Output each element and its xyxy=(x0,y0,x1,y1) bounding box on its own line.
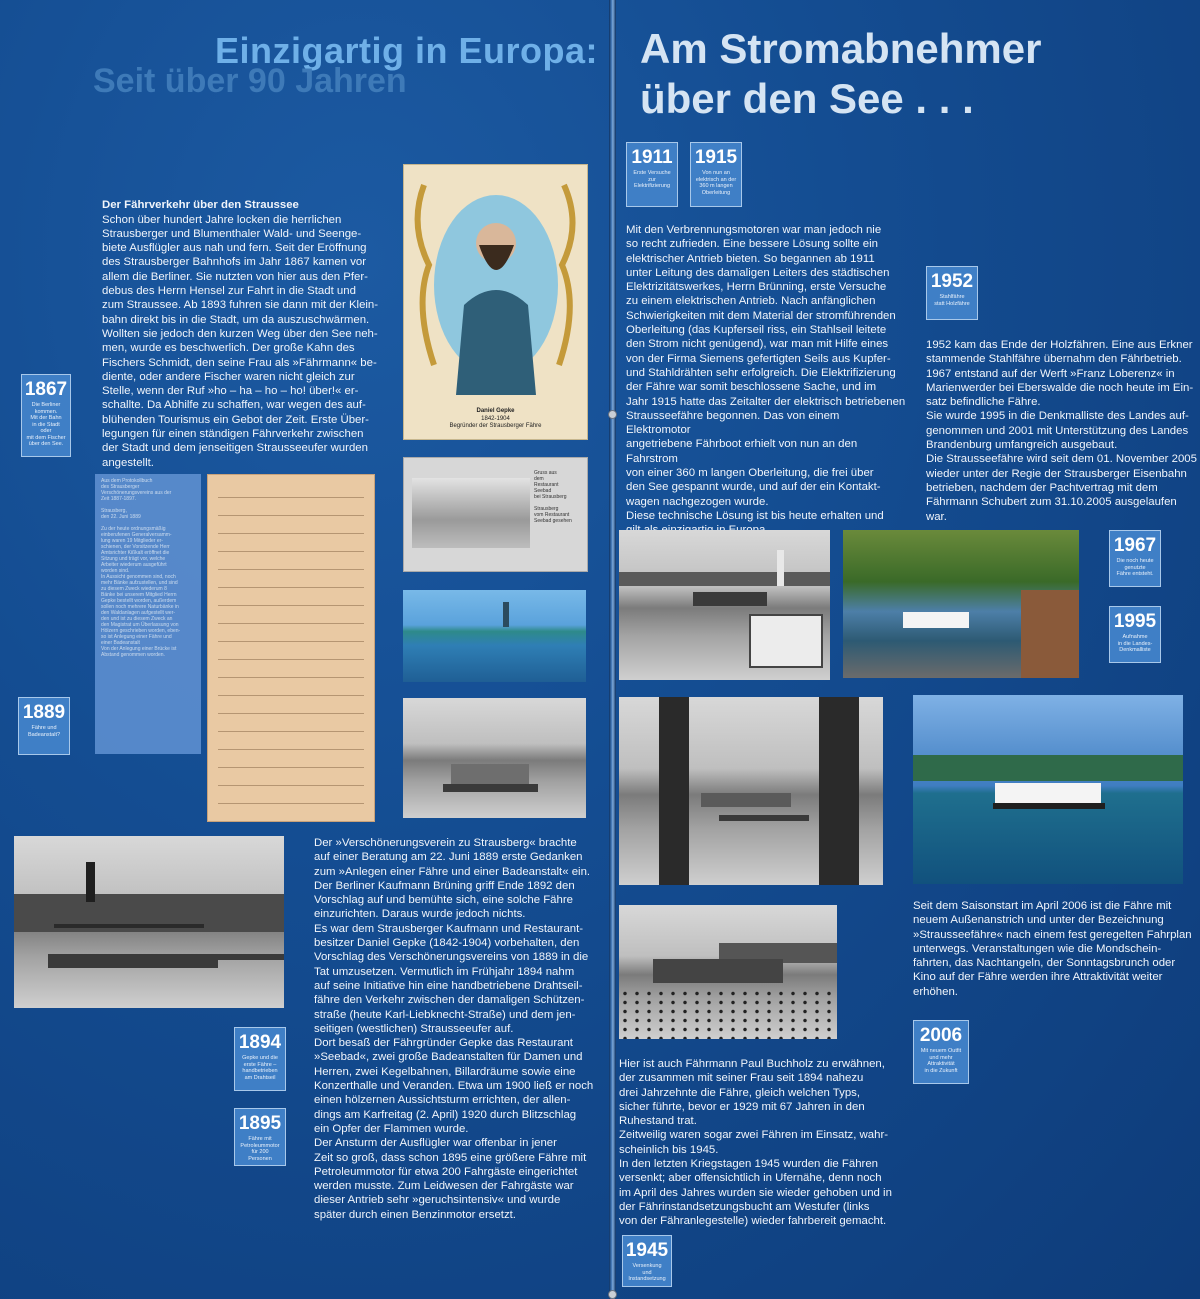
badge-caption: Aufnahme in die Landes- Denkmalliste xyxy=(1117,634,1153,653)
electrification-text: Mit den Verbrennungsmotoren war man jedoch nie so recht zufrieden. Eine bessere Lösung sollte ein elektrischer Antrieb bieten. So begannen ab 1911 unter Leitung des damaligen Leiters des städtischen Elektrizitätswerkes, Herrn Brünning, erste Versuche zu einem elektrischen Antrieb. Nach anfänglichen Schwierigkeiten mit dem Material der stromführenden Oberleitung (das Kupferseil riss, ein Stahlseil leitete den Strom nicht genügend), war man mit Hilfe eines von der Firma Siemens gefertigten Seils aus Kupfer- und Stahldrähten sehr erfolgreich. Die Elektrifizierung der Fähre war somit beschlossene Sache, und im Jahr 1915 hatte das Zeitalter der elektrisch betriebenen Strausseefähre begonnen. Das von einem Elektromotor angetriebene Fährboot erhielt von nun an den Fahrstrom von einer 360 m langen Oberleitung, die frei über den See gespannt wurde, und auf der ein Kontakt- wagen nachgezogen wurde. Diese technische Lösung ist bis heute erhalten und xyxy=(626,224,906,522)
ferry-history-text: Der »Verschönerungsverein zu Strausberg« brachte auf einer Beratung am 22. Juni 1889 erste Gedanken zum »Anlegen einer Fähre und einer Badeanstalt« ein. Der Berliner Kaufmann Brüning griff Ende 1892 den Vorschlag auf und bemühte sich, eine solche Fähre einzurichten. Daraus wurde jedoch nichts. Es war dem Strausberger Kaufmann und Restaurant- besitzer Daniel Gepke (1842-1904) vorbehalten, den Vorschlag des Verschönerungsvereins von 1889 in die Tat umzusetzen. Vermutlich im Frühjahr 1894 nahm auf seine Initiative hin eine handbetriebene Drahtseil- fähre den Verkehr zwischen der damaligen Schützen- straße (heute Karl-Liebknecht-Straße) und dem jen- seitigen (westlichen) Strausseeufer auf. Dort besaß der Fährgründer Gepke das Restaurant »Seebad«, zwei große Badeanstalten für Damen und Herren, zwei Kegelbahnen, Billardräume sowie eine Konzerthalle und Veranden. Etwa um 1900 ließ er noch einen hölzernen Aussichtsturm errichten, der allen- dings am Karfreitag (2. April) 1920 durch Blitzschlag ein Opfer der Flammen wurde. Der Ansturm der Ausflügler war offenbar in jener Zeit so groß, dass schon 1895 eine größere Fähre mit Petroleummotor für etwa 200 Fahrgäste eingerichtet werden musste. Zum Leidwesen der Fahrgäste war dieser Antrieb sehr »geruchsintensiv« und wurde später durch einen Benzinmotor ersetzt. xyxy=(314,837,594,1221)
badge-year: 1911 xyxy=(631,147,673,168)
badge-1889 xyxy=(18,697,70,755)
badge-1945 xyxy=(622,1235,672,1287)
badge-year: 1895 xyxy=(238,1113,282,1134)
badge-caption: Mit neuem Outfit und mehr Attraktivität in die Zukunft xyxy=(920,1048,962,1074)
badge-year: 1894 xyxy=(238,1032,282,1053)
photo-wire-ferry-1894 xyxy=(14,836,284,1008)
badge-year: 1952 xyxy=(930,271,974,292)
buchholz-text: Hier ist auch Fährmann Paul Buchholz zu erwähnen, der zusammen mit seiner Frau seit 1894 nahezu drei Jahrzehnte die Fähre, gleich welchen Typs, sicher führte, bevor er 1929 mit 67 Jahren in den Ruhestand trat. Zeitweilig waren sogar zwei Fähren im Einsatz, wahr- scheinlich bis 1945. In den letzten Kriegstagen 1945 wurden die Fähren versenkt; aber offensichtlich in Ufernähe, denn noch im April des Jahres wurden sie wieder gehoben und in der Fährinstandsetzungsbucht am Westufer (links von der Fähranlegestelle) wieder fahrbereit gemacht. xyxy=(619,1058,892,1228)
photo-modern-ferry xyxy=(913,695,1183,884)
photo-ferry-with-birds xyxy=(619,905,837,1039)
badge-year: 1867 xyxy=(24,379,68,400)
badge-1894 xyxy=(234,1027,286,1091)
badge-year: 1915 xyxy=(694,147,738,168)
badge-1952 xyxy=(926,266,978,320)
badge-year: 2006 xyxy=(919,1025,963,1046)
badge-caption: Gepke und die erste Fähre – handbetrieben am Drahtseil xyxy=(242,1055,278,1081)
badge-caption: Die noch heute genutzte Fähre entsteht. xyxy=(1116,558,1154,577)
handwritten-protocol-page xyxy=(207,474,375,822)
intro-block xyxy=(102,184,380,484)
badge-caption: Fähre mit Petroleummotor für 200 Personen xyxy=(240,1136,280,1162)
badge-caption: Versenkung und Instandsetzung xyxy=(628,1263,666,1282)
badge-caption: Stahlfähre statt Holzfähre xyxy=(934,294,970,307)
protocol-text: Aus dem Protokollbuch des Strausberger Verschönerungsvereins aus der Zeit 1887-1897. Strausberg, den 22. Juni 1889 Zu der heute ordnungsmäßig einberufenen Generalversamm- lung waren 19 Mitglieder er- schienen, der Vorsitzende Herr Amtsrichter Kißkalt eröffnet die Sitzung und trägt vor, welche Arbeiter wiederum ausgeführt worden sind. In Aussicht genommen sind, noch mehr Bänke aufzustellen, und sind zu diesem Zweck wiederum 8 Bänke bei unserem Mitglied Herrn Gepke bestellt worden, außerdem sollen noch mehrere Naturbänke in den Waldanlagen aufgestellt wer- den und ist zu diesem Zweck an den Magistrat um Überlassung von Hölzern geschrieben worden, eben- so ist Anlegung einer Fähre und einer Badeanstalt Von der Anlegung einer Brücke ist Abstand genommen worden. xyxy=(101,478,181,658)
color-postcard-town xyxy=(403,590,586,682)
intro-heading: Der Fährverkehr über den Straussee xyxy=(102,199,299,212)
badge-1911 xyxy=(626,142,678,207)
portrait-dates: 1842-1904 xyxy=(481,415,510,422)
portrait-role: Begründer der Strausberger Fähre xyxy=(449,423,542,429)
postcard-seebad xyxy=(403,457,588,572)
badge-1915 xyxy=(690,142,742,207)
screw-icon xyxy=(608,1290,617,1299)
badge-caption: Erste Versuche zur Elektrifizierung xyxy=(633,170,671,189)
left-title: Einzigartig in Europa: xyxy=(215,30,599,71)
photo-ferry-landing-color xyxy=(843,530,1079,678)
badge-year: 1889 xyxy=(22,702,66,723)
badge-year: 1995 xyxy=(1113,611,1157,632)
right-title: Am Stromabnehmer über den See . . . xyxy=(640,25,1042,122)
screw-icon xyxy=(608,410,617,419)
panel-divider xyxy=(609,0,616,1299)
intro-text: Schon über hundert Jahre locken die herrlichen Strausberger und Blumenthaler Wald- und Seenge- biete Ausflügler aus nah und fern. Seit der Eröffnung des Strausberger Bahnhofs im Jahr 1867 kamen vor allem die Berliner. Sie nutzten von hier aus den Pfer- debus des Herrn Hensel zur Fahrt in die Stadt und zum Straussee. Ab 1893 fuhren sie dann mit der Klein- bahn direkt bis in die Stadt, um da auszuschwärmen. Wollten sie jedoch den kurzen Weg über den See neh- men, wurde es beschwerlich. Der große Kahn des Fischers Schmidt, den seine Frau als »Fährmann« be- diente, oder andere Fischer waren nicht gleich zur Stelle, wenn der Ruf »ho – ha – ho – ho! über!« er- schallte. Da Abhilfe zu schaffen, war wegen des auf- blühenden Tourismus ein Gebot der Zeit. Erste Über- legungen für einen ständigen Fährverkehr zwischen der Stadt und dem jenseitigen Strausseeufer wurden angestellt. xyxy=(102,213,379,469)
badge-caption: Fähre und Badeanstalt? xyxy=(27,725,61,738)
badge-caption: Von nun an elektrisch an der 360 m langen Oberleitung xyxy=(695,170,737,196)
badge-1895 xyxy=(234,1108,286,1166)
photo-electric-ferry-dock xyxy=(619,530,830,680)
postcard-text: Gruss aus dem Restaurant Seebad bei Strausberg Strausberg vom Restaurant Seebad gesehen xyxy=(534,470,572,524)
photo-old-ferry xyxy=(403,698,586,818)
badge-1995 xyxy=(1109,606,1161,663)
badge-1867 xyxy=(21,374,71,457)
portrait-name: Daniel Gepke xyxy=(476,408,515,414)
steel-ferry-text: 1952 kam das Ende der Holzfähren. Eine aus Erkner stammende Stahlfähre übernahm den Fährbetrieb. 1967 entstand auf der Werft »Franz Loberenz« in Marienwerder bei Eberswalde die noch heute im Ein- satz befindliche Fähre. Sie wurde 1995 in die Denkmalliste des Landes auf- genommen und 2001 mit Unterstützung des Landes Brandenburg umfangreich ausgebaut. Die Strausseefähre wird seit dem 01. November 2005 wieder unter der Regie der Strausberger Eisenbahn betrieben, nachdem der Pachtvertrag mit dem Fährmann Schubert zum 31.10.2005 ausgelaufen war. xyxy=(926,339,1197,523)
portrait-daniel-gepke xyxy=(403,164,588,440)
left-subtitle: Seit über 90 Jahren xyxy=(93,62,407,100)
badge-year: 1945 xyxy=(625,1240,669,1261)
badge-1967 xyxy=(1109,530,1161,587)
badge-year: 1967 xyxy=(1113,535,1157,556)
badge-2006 xyxy=(913,1020,969,1084)
season-2006-text: Seit dem Saisonstart im April 2006 ist die Fähre mit neuem Außenanstrich und unter der Bezeichnung »Strausseefähre« nach einem fest geregelten Fahrplan unterwegs. Veranstaltungen wie die Mondschein- fahrten, das Nachtangeln, der Sonntagsbrunch oder Kino auf der Fähre werden ihre Attraktivität weiter erhöhen. xyxy=(913,900,1192,998)
portrait-art xyxy=(404,165,587,439)
photo-ferry-with-passengers xyxy=(619,697,883,885)
protocol-excerpt-panel xyxy=(95,474,201,754)
badge-caption: Die Berliner kommen. Mit der Bahn in die Stadt oder mit dem Fischer über den See. xyxy=(26,402,66,447)
